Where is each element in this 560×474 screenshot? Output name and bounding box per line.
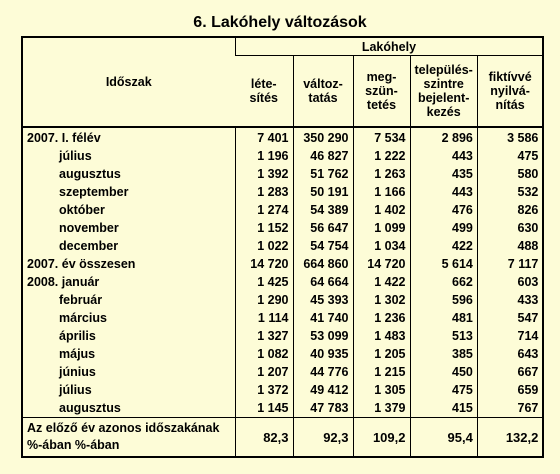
table-cell: 350 290	[293, 127, 353, 147]
row-label: május	[59, 347, 96, 361]
table-cell: 580	[477, 165, 543, 183]
table-cell: 532	[477, 183, 543, 201]
percentage-cell: 92,3	[293, 418, 353, 458]
table-cell: 415	[410, 399, 477, 418]
table-cell: 1 034	[353, 237, 410, 255]
table-row	[22, 273, 543, 291]
table-row	[22, 381, 543, 399]
table-cell: 481	[410, 309, 477, 327]
table-cell: 664 860	[293, 255, 353, 273]
table-cell: 7 117	[477, 255, 543, 273]
table-cell: 667	[477, 363, 543, 381]
table-cell: 443	[410, 183, 477, 201]
table-cell: 1 302	[353, 291, 410, 309]
table-cell: 3 586	[477, 127, 543, 147]
table-cell: 40 935	[293, 345, 353, 363]
table-row	[22, 309, 543, 327]
table-cell: 1 422	[353, 273, 410, 291]
column-header: változ- tatás	[293, 56, 353, 128]
row-label: 2007. I. félév	[27, 131, 101, 145]
row-label: november	[59, 221, 119, 235]
table-cell: 41 740	[293, 309, 353, 327]
table-cell: 49 412	[293, 381, 353, 399]
table-cell: 1 022	[235, 237, 293, 255]
table-cell: 630	[477, 219, 543, 237]
percentage-cell: 82,3	[235, 418, 293, 458]
table-row	[22, 183, 543, 201]
table-cell: 1 166	[353, 183, 410, 201]
table-cell: 475	[410, 381, 477, 399]
row-label: július	[59, 383, 92, 397]
table-cell: 826	[477, 201, 543, 219]
table-cell: 1 082	[235, 345, 293, 363]
table-row	[22, 327, 543, 345]
table-cell: 476	[410, 201, 477, 219]
table-body	[22, 127, 543, 457]
table-cell: 7 401	[235, 127, 293, 147]
column-header: meg- szün- tetés	[353, 56, 410, 128]
row-label: július	[59, 149, 92, 163]
table-cell: 1 283	[235, 183, 293, 201]
table-cell: 1 372	[235, 381, 293, 399]
row-label: 2008. január	[27, 275, 100, 289]
table-cell: 1 145	[235, 399, 293, 418]
table-cell: 662	[410, 273, 477, 291]
row-label: december	[59, 239, 119, 253]
table-cell: 767	[477, 399, 543, 418]
table-cell: 714	[477, 327, 543, 345]
table-cell: 450	[410, 363, 477, 381]
table-cell: 56 647	[293, 219, 353, 237]
table-cell: 1 152	[235, 219, 293, 237]
table-cell: 422	[410, 237, 477, 255]
table-cell: 1 236	[353, 309, 410, 327]
table-cell: 1 379	[353, 399, 410, 418]
table-cell: 659	[477, 381, 543, 399]
table-row	[22, 201, 543, 219]
row-label: augusztus	[59, 401, 121, 415]
table-cell: 596	[410, 291, 477, 309]
column-header: léte- sítés	[235, 56, 293, 128]
percentage-row-label: Az előző év azonos időszakának %-ában %-ában	[22, 418, 235, 458]
table-cell: 50 191	[293, 183, 353, 201]
percentage-cell: 95,4	[410, 418, 477, 458]
row-label: február	[59, 293, 103, 307]
table-cell: 443	[410, 147, 477, 165]
table-cell: 385	[410, 345, 477, 363]
table-cell: 1 425	[235, 273, 293, 291]
column-header: település- szintre bejelent- kezés	[410, 56, 477, 128]
table-cell: 1 114	[235, 309, 293, 327]
table-cell: 513	[410, 327, 477, 345]
table-cell: 53 099	[293, 327, 353, 345]
row-label: augusztus	[59, 167, 121, 181]
table-row	[22, 165, 543, 183]
table-cell: 433	[477, 291, 543, 309]
table-cell: 475	[477, 147, 543, 165]
table-row	[22, 219, 543, 237]
table-cell: 46 827	[293, 147, 353, 165]
row-label: 2007. év összesen	[27, 257, 136, 271]
table-cell: 1 205	[353, 345, 410, 363]
table-cell: 45 393	[293, 291, 353, 309]
table-cell: 603	[477, 273, 543, 291]
table-cell: 1 402	[353, 201, 410, 219]
table-row	[22, 363, 543, 381]
residence-group-header: Lakóhely	[235, 37, 543, 56]
table-row	[22, 255, 543, 273]
table-cell: 435	[410, 165, 477, 183]
table-row	[22, 127, 543, 147]
table-cell: 1 215	[353, 363, 410, 381]
table-cell: 1 483	[353, 327, 410, 345]
table-row	[22, 399, 543, 418]
table-cell: 51 762	[293, 165, 353, 183]
table-cell: 1 305	[353, 381, 410, 399]
table-cell: 54 754	[293, 237, 353, 255]
table-cell: 547	[477, 309, 543, 327]
table-cell: 1 274	[235, 201, 293, 219]
row-label: április	[59, 329, 96, 343]
table-cell: 7 534	[353, 127, 410, 147]
table-cell: 488	[477, 237, 543, 255]
table-cell: 64 664	[293, 273, 353, 291]
row-label: március	[59, 311, 107, 325]
table-title: 6. Lakóhely változások	[193, 14, 367, 31]
period-header: Időszak	[22, 37, 235, 127]
table-cell: 1 222	[353, 147, 410, 165]
table-cell: 1 263	[353, 165, 410, 183]
percentage-cell: 109,2	[353, 418, 410, 458]
table-row	[22, 147, 543, 165]
table-cell: 44 776	[293, 363, 353, 381]
table-cell: 643	[477, 345, 543, 363]
table-cell: 499	[410, 219, 477, 237]
table-cell: 2 896	[410, 127, 477, 147]
table-cell: 1 196	[235, 147, 293, 165]
table-cell: 47 783	[293, 399, 353, 418]
data-table	[21, 36, 544, 458]
table-cell: 54 389	[293, 201, 353, 219]
table-row	[22, 291, 543, 309]
table-row	[22, 345, 543, 363]
table-cell: 1 392	[235, 165, 293, 183]
table-cell: 1 099	[353, 219, 410, 237]
table-row	[22, 237, 543, 255]
table-cell: 1 207	[235, 363, 293, 381]
column-header: fiktívvé nyilvá- nítás	[477, 56, 543, 128]
percentage-row	[22, 418, 543, 458]
row-label: június	[59, 365, 96, 379]
table-cell: 1 290	[235, 291, 293, 309]
row-label: október	[59, 203, 105, 217]
percentage-cell: 132,2	[477, 418, 543, 458]
table-cell: 5 614	[410, 255, 477, 273]
row-label: szeptember	[59, 185, 129, 199]
table-cell: 1 327	[235, 327, 293, 345]
table-cell: 14 720	[235, 255, 293, 273]
table-cell: 14 720	[353, 255, 410, 273]
